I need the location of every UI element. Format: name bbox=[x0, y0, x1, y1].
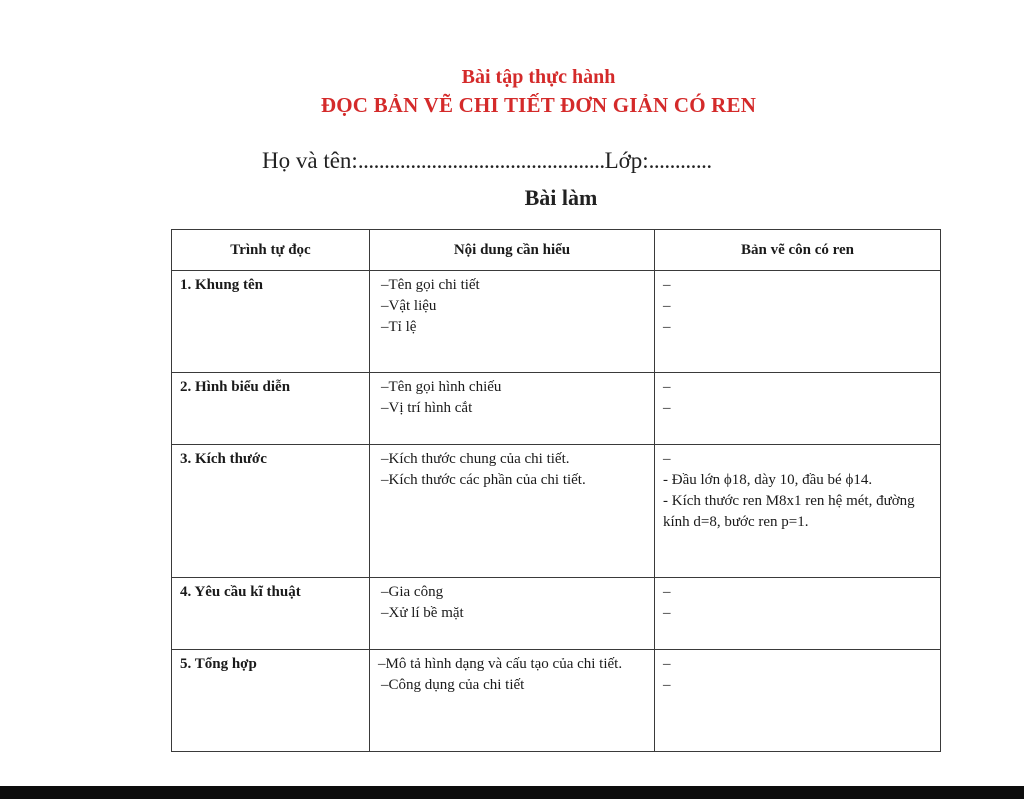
answer-item: - Kích thước ren M8x1 ren hệ mét, đường kính d=8, bước ren p=1. bbox=[663, 493, 915, 530]
content-item: –Vị trí hình cắt bbox=[381, 400, 473, 416]
header-reading-order: Trình tự đọc bbox=[172, 230, 370, 271]
content-item: –Mô tả hình dạng và cấu tạo của chi tiết. bbox=[378, 656, 623, 672]
content-cell bbox=[370, 650, 655, 752]
name-blank: ............................................... bbox=[357, 148, 605, 173]
answer-item: – bbox=[663, 584, 671, 600]
content-item: –Tên gọi chi tiết bbox=[381, 277, 480, 293]
answer-item: – bbox=[663, 379, 671, 395]
class-label: Lớp: bbox=[604, 148, 649, 173]
table-row bbox=[172, 373, 941, 445]
reading-steps-table bbox=[171, 229, 941, 752]
content-item: –Gia công bbox=[381, 584, 444, 600]
table-row bbox=[172, 271, 941, 373]
step-cell: 4. Yêu cầu kĩ thuật bbox=[172, 578, 370, 650]
table-row bbox=[172, 578, 941, 650]
name-label: Họ và tên: bbox=[262, 148, 358, 173]
answer-heading: Bài làm bbox=[524, 185, 598, 210]
table-header-row bbox=[172, 230, 941, 271]
answer-cell bbox=[655, 650, 941, 752]
header-content: Nội dung cần hiểu bbox=[370, 230, 655, 271]
content-item: –Vật liệu bbox=[381, 298, 437, 314]
answer-item: – bbox=[663, 298, 671, 314]
answer-item: – bbox=[663, 605, 671, 621]
class-blank: ............ bbox=[648, 148, 712, 173]
header-drawing: Bản vẽ côn có ren bbox=[655, 230, 941, 271]
table-row bbox=[172, 650, 941, 752]
answer-item: – bbox=[663, 400, 671, 416]
content-item: –Kích thước chung của chi tiết. bbox=[381, 451, 570, 467]
content-item: –Xử lí bề mặt bbox=[381, 605, 464, 621]
worksheet-title: Bài tập thực hành bbox=[461, 66, 616, 88]
answer-item: – bbox=[663, 656, 671, 672]
answer-item: - Đầu lớn ϕ18, dày 10, đầu bé ϕ14. bbox=[663, 472, 873, 488]
content-cell bbox=[370, 445, 655, 578]
answer-item: – bbox=[663, 451, 671, 467]
content-cell bbox=[370, 271, 655, 373]
content-item: –Tỉ lệ bbox=[381, 319, 417, 335]
content-item: –Kích thước các phần của chi tiết. bbox=[381, 472, 586, 488]
content-cell bbox=[370, 578, 655, 650]
step-cell: 2. Hình biểu diễn bbox=[172, 373, 370, 445]
student-info-line bbox=[262, 148, 712, 174]
answer-cell bbox=[655, 271, 941, 373]
answer-item: – bbox=[663, 319, 671, 335]
content-cell bbox=[370, 373, 655, 445]
step-cell: 3. Kích thước bbox=[172, 445, 370, 578]
content-item: –Công dụng của chi tiết bbox=[381, 677, 525, 693]
table-row bbox=[172, 445, 941, 578]
step-cell: 5. Tổng hợp bbox=[172, 650, 370, 752]
answer-cell bbox=[655, 373, 941, 445]
screen-bottom-bar bbox=[0, 786, 1024, 799]
answer-cell bbox=[655, 578, 941, 650]
content-item: –Tên gọi hình chiếu bbox=[381, 379, 502, 395]
step-cell: 1. Khung tên bbox=[172, 271, 370, 373]
worksheet-subtitle: ĐỌC BẢN VẼ CHI TIẾT ĐƠN GIẢN CÓ REN bbox=[320, 93, 757, 117]
answer-cell bbox=[655, 445, 941, 578]
answer-item: – bbox=[663, 277, 671, 293]
answer-item: – bbox=[663, 677, 671, 693]
